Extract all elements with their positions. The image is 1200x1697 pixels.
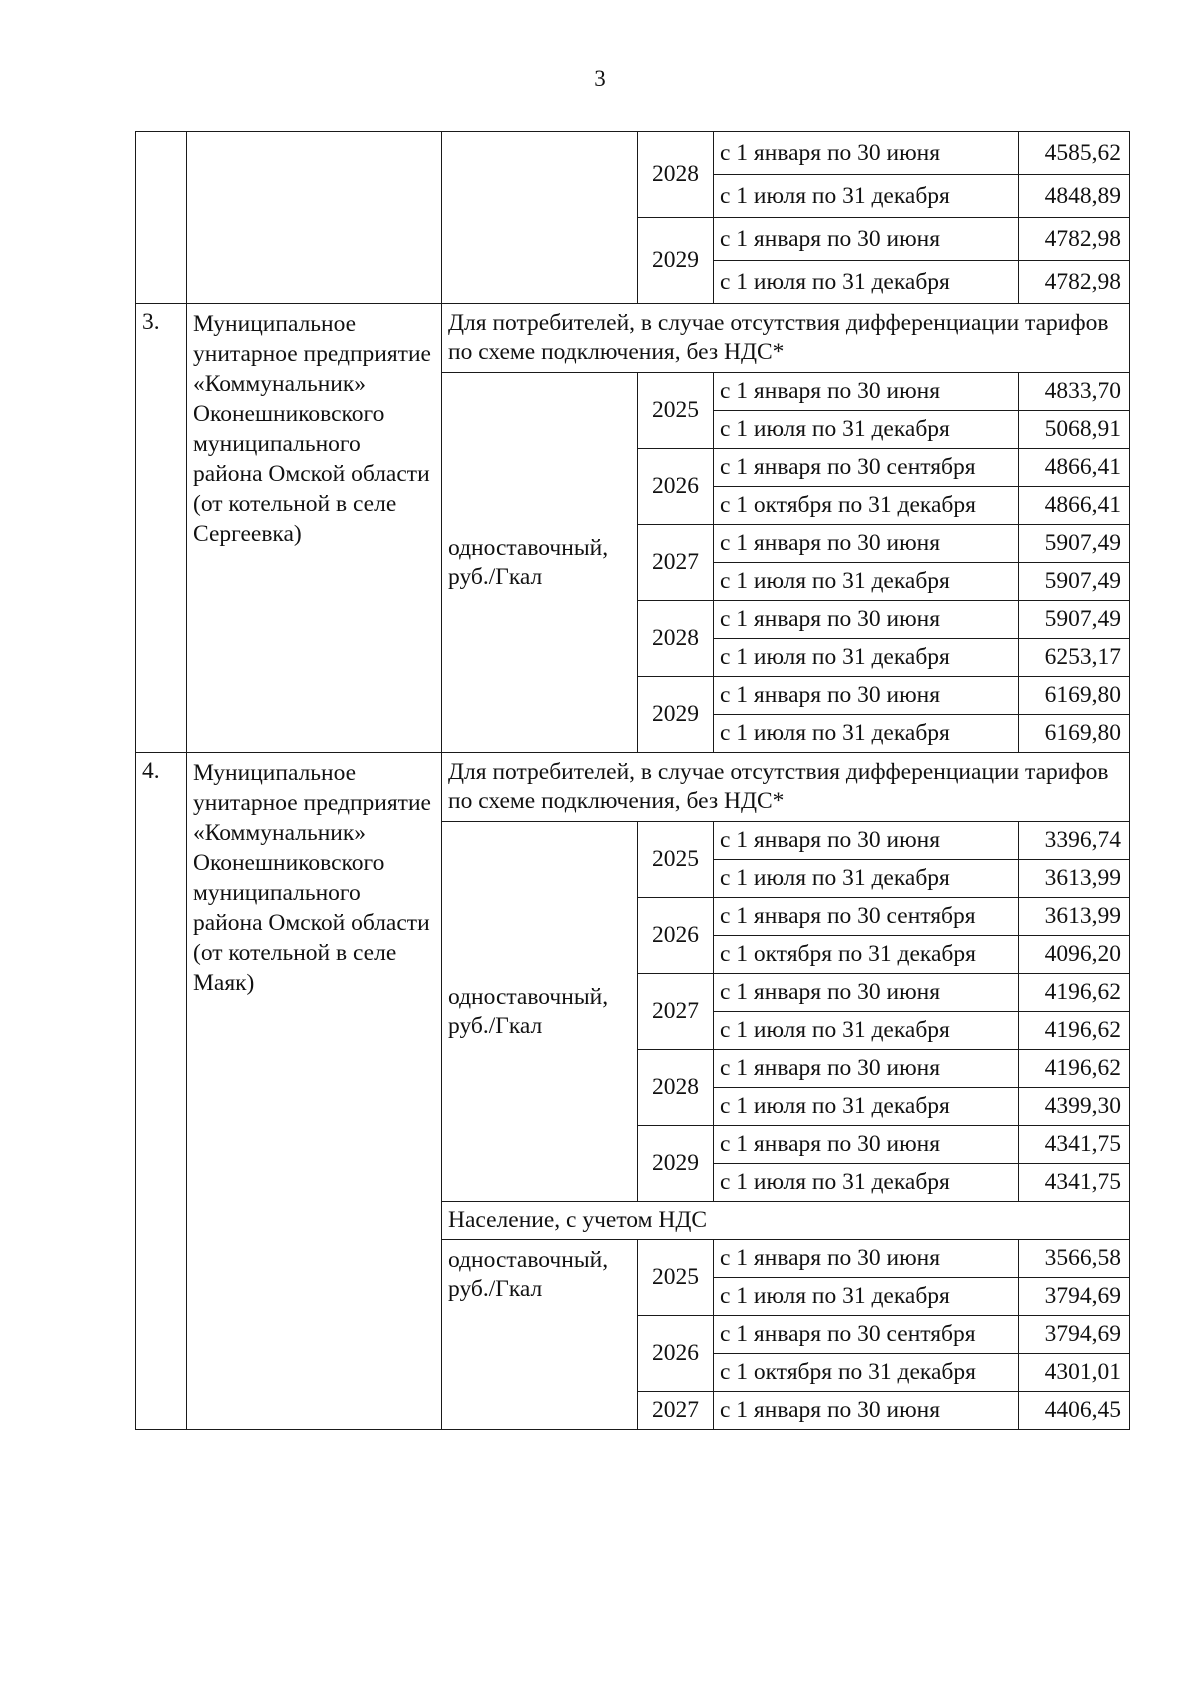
value-cell: 4782,98 xyxy=(1019,261,1130,304)
year-cell: 2027 xyxy=(638,525,714,601)
period-cell: с 1 июля по 31 декабря xyxy=(714,563,1019,601)
rate-type-cell: одноставочный, руб./Гкал xyxy=(442,822,638,1202)
value-cell: 3794,69 xyxy=(1019,1316,1130,1354)
period-cell: с 1 января по 30 июня xyxy=(714,1392,1019,1430)
period-cell: с 1 июля по 31 декабря xyxy=(714,715,1019,753)
year-cell: 2028 xyxy=(638,1050,714,1126)
table-row xyxy=(136,753,1130,822)
period-cell: с 1 июля по 31 декабря xyxy=(714,860,1019,898)
value-cell: 5068,91 xyxy=(1019,411,1130,449)
value-cell: 4866,41 xyxy=(1019,487,1130,525)
period-cell: с 1 января по 30 июня xyxy=(714,677,1019,715)
year-cell: 2026 xyxy=(638,898,714,974)
value-cell: 5907,49 xyxy=(1019,525,1130,563)
value-cell: 4585,62 xyxy=(1019,132,1130,175)
organization-name: Муниципальное унитарное предприятие «Коммунальник» Оконешниковского муниципального района Омской области (от котельной в селе Сергеевка) xyxy=(187,304,442,753)
period-cell: с 1 июля по 31 декабря xyxy=(714,639,1019,677)
value-cell: 3613,99 xyxy=(1019,860,1130,898)
year-cell: 2029 xyxy=(638,218,714,304)
value-cell: 3613,99 xyxy=(1019,898,1130,936)
value-cell: 4196,62 xyxy=(1019,1012,1130,1050)
period-cell: с 1 октября по 31 декабря xyxy=(714,936,1019,974)
year-cell: 2025 xyxy=(638,822,714,898)
value-cell: 3396,74 xyxy=(1019,822,1130,860)
year-cell: 2029 xyxy=(638,1126,714,1202)
entry-number: 3. xyxy=(136,304,187,753)
period-cell: с 1 января по 30 июня xyxy=(714,132,1019,175)
period-cell: с 1 января по 30 июня xyxy=(714,1240,1019,1278)
value-cell: 4096,20 xyxy=(1019,936,1130,974)
period-cell: с 1 июля по 31 декабря xyxy=(714,411,1019,449)
rate-type-cell: одноставочный, руб./Гкал xyxy=(442,373,638,753)
organization-cell xyxy=(187,132,442,304)
value-cell: 6253,17 xyxy=(1019,639,1130,677)
table-row xyxy=(136,304,1130,373)
table-row xyxy=(136,132,1130,175)
period-cell: с 1 января по 30 июня xyxy=(714,373,1019,411)
period-cell: с 1 января по 30 июня xyxy=(714,525,1019,563)
organization-name: Муниципальное унитарное предприятие «Коммунальник» Оконешниковского муниципального района Омской области (от котельной в селе Маяк) xyxy=(187,753,442,1430)
period-cell: с 1 января по 30 июня xyxy=(714,822,1019,860)
value-cell: 4341,75 xyxy=(1019,1126,1130,1164)
rate-cell xyxy=(442,132,638,304)
value-cell: 5907,49 xyxy=(1019,563,1130,601)
period-cell: с 1 января по 30 июня xyxy=(714,1050,1019,1088)
value-cell: 3794,69 xyxy=(1019,1278,1130,1316)
year-cell: 2026 xyxy=(638,1316,714,1392)
value-cell: 4399,30 xyxy=(1019,1088,1130,1126)
period-cell: с 1 января по 30 сентября xyxy=(714,898,1019,936)
period-cell: с 1 января по 30 июня xyxy=(714,218,1019,261)
period-cell: с 1 января по 30 сентября xyxy=(714,1316,1019,1354)
period-cell: с 1 июля по 31 декабря xyxy=(714,1088,1019,1126)
value-cell: 6169,80 xyxy=(1019,715,1130,753)
period-cell: с 1 октября по 31 декабря xyxy=(714,487,1019,525)
period-cell: с 1 октября по 31 декабря xyxy=(714,1354,1019,1392)
year-cell: 2026 xyxy=(638,449,714,525)
year-cell: 2025 xyxy=(638,373,714,449)
year-cell: 2028 xyxy=(638,132,714,218)
value-cell: 5907,49 xyxy=(1019,601,1130,639)
page-number: 3 xyxy=(594,66,606,91)
number-cell xyxy=(136,132,187,304)
value-cell: 4848,89 xyxy=(1019,175,1130,218)
consumer-group-header: Для потребителей, в случае отсутствия дифференциации тарифов по схеме подключения, без НДС* xyxy=(442,304,1130,373)
entry-number: 4. xyxy=(136,753,187,1430)
period-cell: с 1 июля по 31 декабря xyxy=(714,1012,1019,1050)
period-cell: с 1 июля по 31 декабря xyxy=(714,1164,1019,1202)
period-cell: с 1 июля по 31 декабря xyxy=(714,261,1019,304)
value-cell: 4866,41 xyxy=(1019,449,1130,487)
value-cell: 4301,01 xyxy=(1019,1354,1130,1392)
value-cell: 3566,58 xyxy=(1019,1240,1130,1278)
tariff-table xyxy=(135,131,1130,1430)
rate-type-cell: одноставочный, руб./Гкал xyxy=(442,1240,638,1430)
period-cell: с 1 января по 30 июня xyxy=(714,601,1019,639)
value-cell: 4782,98 xyxy=(1019,218,1130,261)
year-cell: 2028 xyxy=(638,601,714,677)
year-cell: 2025 xyxy=(638,1240,714,1316)
period-cell: с 1 июля по 31 декабря xyxy=(714,175,1019,218)
year-cell: 2029 xyxy=(638,677,714,753)
period-cell: с 1 января по 30 июня xyxy=(714,974,1019,1012)
value-cell: 4196,62 xyxy=(1019,974,1130,1012)
value-cell: 4341,75 xyxy=(1019,1164,1130,1202)
value-cell: 4406,45 xyxy=(1019,1392,1130,1430)
year-cell: 2027 xyxy=(638,974,714,1050)
value-cell: 4833,70 xyxy=(1019,373,1130,411)
period-cell: с 1 января по 30 июня xyxy=(714,1126,1019,1164)
period-cell: с 1 июля по 31 декабря xyxy=(714,1278,1019,1316)
consumer-group-header: Для потребителей, в случае отсутствия дифференциации тарифов по схеме подключения, без НДС* xyxy=(442,753,1130,822)
year-cell: 2027 xyxy=(638,1392,714,1430)
value-cell: 6169,80 xyxy=(1019,677,1130,715)
value-cell: 4196,62 xyxy=(1019,1050,1130,1088)
population-group-header: Население, с учетом НДС xyxy=(442,1202,1130,1240)
period-cell: с 1 января по 30 сентября xyxy=(714,449,1019,487)
